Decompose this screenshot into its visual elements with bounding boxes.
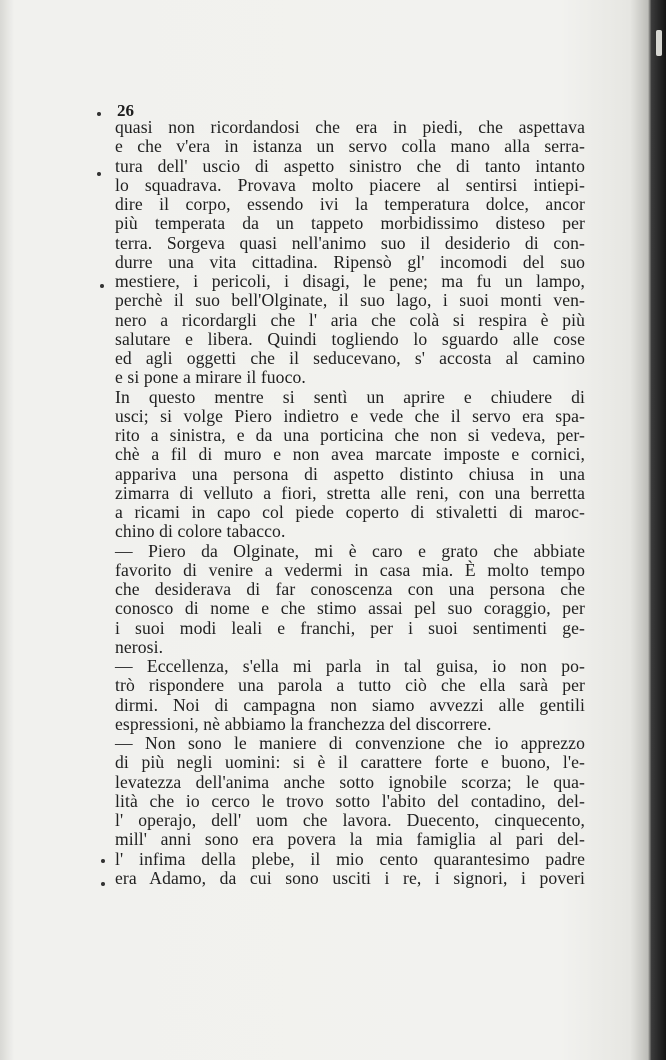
text-line: lo squadrava. Provava molto piacere al sentirsi intiepi- <box>115 174 585 195</box>
margin-mark <box>101 882 105 886</box>
text-line: più temperata da un tappeto morbidissimo disteso per <box>115 213 585 234</box>
text-line: nerosi. <box>115 636 164 657</box>
text-line: usci; si volge Piero indietro e vede che il servo era spa- <box>115 405 585 426</box>
text-line: nero a ricordargli che l' aria che colà si respira è più <box>115 309 585 330</box>
text-line: i suoi modi leali e franchi, per i suoi sentimenti ge- <box>115 617 585 638</box>
text-line: chè a fil di muro e non avea marcate imposte e cornici, <box>115 444 585 465</box>
text-line: l' operajo, dell' uom che lavora. Duecento, cinquecento, <box>115 810 585 830</box>
text-line: durre una vita cittadina. Ripensò gl' incomodi del suo <box>115 251 585 272</box>
text-line: appariva una persona di aspetto distinto chiusa in una <box>115 463 585 484</box>
text-line: levatezza dell'anima anche sotto ignobile scorza; le qua- <box>115 771 585 792</box>
text-line: terra. Sorgeva quasi nell'animo suo il desiderio di con- <box>115 232 585 253</box>
text-line: l' infima della plebe, il mio cento quarantesimo padre <box>115 848 585 869</box>
text-line: — Non sono le maniere di convenzione che io apprezzo <box>115 733 585 753</box>
margin-mark <box>97 172 101 176</box>
margin-mark <box>100 284 104 288</box>
text-line: mill' anni sono era povera la mia famiglia al pari del- <box>115 829 585 850</box>
page-number: 26 <box>117 101 134 120</box>
text-line: zimarra di velluto a fiori, stretta alle reni, con una berretta <box>115 482 585 503</box>
text-line: — Eccellenza, s'ella mi parla in tal guisa, io non po- <box>115 656 585 676</box>
text-line: e si pone a mirare il fuoco. <box>115 367 306 388</box>
text-line: quasi non ricordandosi che era in piedi, che aspettava <box>115 117 585 137</box>
body-text <box>115 118 585 888</box>
book-spine <box>652 0 666 1060</box>
text-line: dire il corpo, essendo ivi la temperatura dolce, ancor <box>115 194 585 214</box>
text-line: era Adamo, da cui sono usciti i re, i signori, i poveri <box>115 867 585 888</box>
text-line: e che v'era in istanza un servo colla mano alla serra- <box>115 136 585 157</box>
text-line: favorito di venire a vedermi in casa mia. È molto tempo <box>115 559 585 580</box>
text-line: In questo mentre si sentì un aprire e chiudere di <box>115 386 585 407</box>
text-line: dirmi. Noi di campagna non siamo avvezzi alle gentili <box>115 694 585 715</box>
margin-mark <box>97 112 101 116</box>
text-line: chino di colore tabacco. <box>115 521 286 542</box>
text-line: — Piero da Olginate, mi è caro e grato che abbiate <box>115 540 585 561</box>
text-line: conosco di nome e che stimo assai pel suo coraggio, per <box>115 598 585 619</box>
text-line: lità che io cerco le trovo sotto l'abito del contadino, del- <box>115 790 585 811</box>
text-line: perchè il suo bell'Olginate, il suo lago, i suoi monti ven- <box>115 290 585 311</box>
text-line: di più negli uomini: si è il carattere forte e buono, l'e- <box>115 752 585 773</box>
text-line: che desiderava di far conoscenza con una persona che <box>115 579 585 599</box>
text-line: espressioni, nè abbiamo la franchezza del discorrere. <box>115 713 492 734</box>
text-line: trò rispondere una parola a tutto ciò che ella sarà per <box>115 675 585 696</box>
text-line: salutare e libera. Quindi togliendo lo sguardo alle cose <box>115 328 585 349</box>
text-line: a ricami in capo col piede coperto di stivaletti di maroc- <box>115 502 585 522</box>
text-line: tura dell' uscio di aspetto sinistro che di tanto intanto <box>115 155 585 176</box>
margin-mark <box>101 859 105 863</box>
text-line: rito a sinistra, e da una porticina che non si vedeva, per- <box>115 425 585 445</box>
text-line: mestiere, i pericoli, i disagi, le pene; ma fu un lampo, <box>115 271 585 291</box>
spine-mark <box>656 30 662 56</box>
text-line: ed agli oggetti che il seducevano, s' accosta al camino <box>115 348 585 368</box>
